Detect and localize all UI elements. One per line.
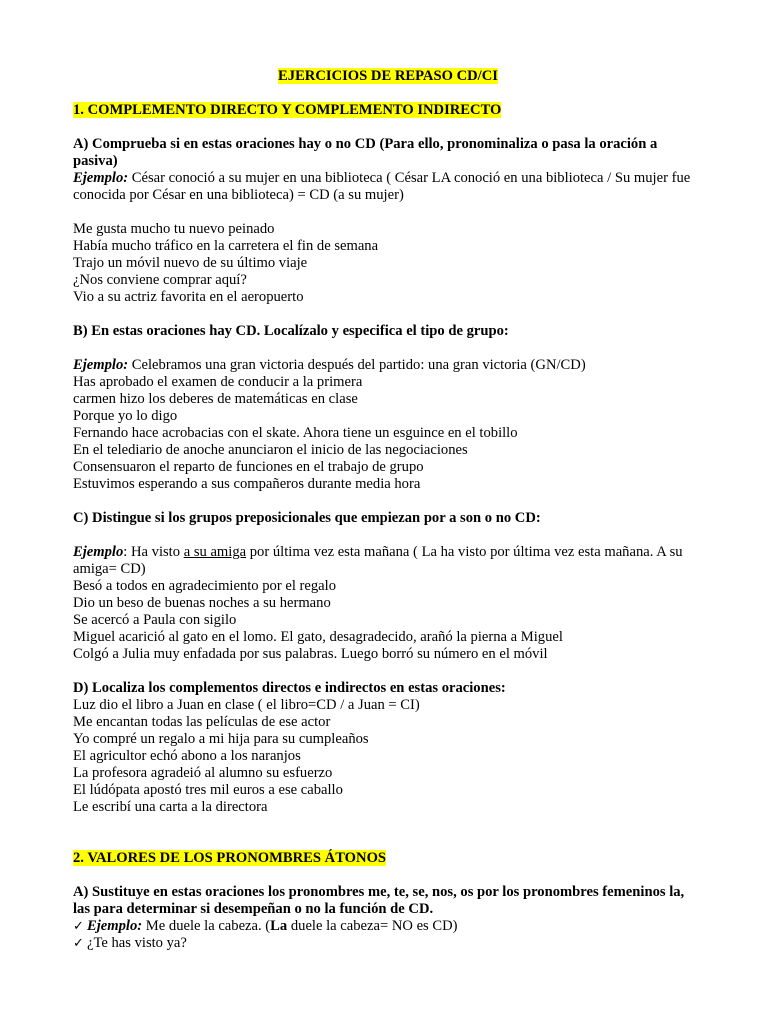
exercise-1d-heading: D) Localiza los complementos directos e indirectos en estas oraciones: <box>73 680 506 696</box>
example-label: Ejemplo: <box>87 918 143 934</box>
exercise-1b-example <box>73 357 703 374</box>
list-item: En el telediario de anoche anunciaron el inicio de las negociaciones <box>73 442 468 458</box>
list-item: Se acercó a Paula con sigilo <box>73 612 237 628</box>
exercise-2a-example <box>73 918 703 935</box>
checkmark-icon: ✓ <box>73 919 84 934</box>
list-item-text: ¿Te has visto ya? <box>87 935 187 951</box>
list-item: Yo compré un regalo a mi hija para su cumpleaños <box>73 731 369 747</box>
list-item: Porque yo lo digo <box>73 408 178 424</box>
list-item: Luz dio el libro a Juan en clase ( el libro=CD / a Juan = CI) <box>73 697 420 713</box>
list-item: Vio a su actriz favorita en el aeropuerto <box>73 289 304 305</box>
list-item: Estuvimos esperando a sus compañeros durante media hora <box>73 476 421 492</box>
exercise-1a-example <box>73 170 703 204</box>
exercise-1a-list <box>73 221 703 306</box>
list-item: La profesora agradeió al alumno su esfuerzo <box>73 765 333 781</box>
exercise-1d-list <box>73 697 703 816</box>
section-2-heading-text: 2. VALORES DE LOS PRONOMBRES ÁTONOS <box>73 850 387 866</box>
list-item: El agricultor echó abono a los naranjos <box>73 748 301 764</box>
exercise-2a-heading: A) Sustituye en estas oraciones los pronombres me, te, se, nos, os por los pronombres femeninos la, las para determinar si desempeñan o no la función de CD. <box>73 884 685 917</box>
list-item: Besó a todos en agradecimiento por el regalo <box>73 578 337 594</box>
example-text: César conoció a su mujer en una biblioteca ( César LA conoció en una biblioteca / Su mujer fue conocida por César en una biblioteca) = CD (a su mujer) <box>73 170 691 203</box>
list-item: Fernando hace acrobacias con el skate. Ahora tiene un esguince en el tobillo <box>73 425 518 441</box>
example-text-pre: : Ha visto <box>123 544 184 560</box>
example-bold-text: La <box>270 918 288 934</box>
list-item: Has aprobado el examen de conducir a la primera <box>73 374 363 390</box>
list-item: Colgó a Julia muy enfadada por sus palabras. Luego borró su número en el móvil <box>73 646 548 662</box>
example-label: Ejemplo: <box>73 357 129 373</box>
exercise-1b-list <box>73 374 703 493</box>
checkmark-icon: ✓ <box>73 936 84 951</box>
exercise-1c-example <box>73 544 703 578</box>
list-item: Consensuaron el reparto de funciones en el trabajo de grupo <box>73 459 424 475</box>
exercise-1b-heading: B) En estas oraciones hay CD. Localízalo y especifica el tipo de grupo: <box>73 323 509 339</box>
exercise-1c-list <box>73 578 703 663</box>
list-item: Me encantan todas las películas de ese actor <box>73 714 331 730</box>
list-item: El lúdópata apostó tres mil euros a ese caballo <box>73 782 343 798</box>
section-2-heading <box>73 850 703 867</box>
exercise-1a-heading: A) Comprueba si en estas oraciones hay o no CD (Para ello, pronominaliza o pasa la oración a pasiva) <box>73 136 658 169</box>
list-item: Le escribí una carta a la directora <box>73 799 268 815</box>
example-label: Ejemplo <box>73 544 124 560</box>
list-item: ¿Nos conviene comprar aquí? <box>73 272 247 288</box>
list-item: Me gusta mucho tu nuevo peinado <box>73 221 275 237</box>
list-item <box>73 935 703 952</box>
list-item: Había mucho tráfico en la carretera el fin de semana <box>73 238 379 254</box>
exercise-1c-heading: C) Distingue si los grupos preposicionales que empiezan por a son o no CD: <box>73 510 541 526</box>
list-item: carmen hizo los deberes de matemáticas en clase <box>73 391 358 407</box>
document-title-text: EJERCICIOS DE REPASO CD/CI <box>278 68 498 84</box>
example-text-post: duele la cabeza= NO es CD) <box>287 918 458 934</box>
example-underlined-text: a su amiga <box>183 544 247 560</box>
section-1-heading-text: 1. COMPLEMENTO DIRECTO Y COMPLEMENTO INDIRECTO <box>73 102 502 118</box>
list-item: Miguel acarició al gato en el lomo. El gato, desagradecido, arañó la pierna a Miguel <box>73 629 563 645</box>
list-item: Dio un beso de buenas noches a su hermano <box>73 595 331 611</box>
example-label: Ejemplo: <box>73 170 129 186</box>
list-item: Trajo un móvil nuevo de su último viaje <box>73 255 308 271</box>
section-1-heading <box>73 102 703 119</box>
example-text-pre: Me duele la cabeza. ( <box>142 918 271 934</box>
example-text: Celebramos una gran victoria después del partido: una gran victoria (GN/CD) <box>128 357 586 373</box>
document-page <box>73 68 703 952</box>
document-title <box>73 68 703 85</box>
example-text-post: por última vez esta mañana ( La ha visto por última vez esta mañana. A su amiga= CD) <box>73 544 683 577</box>
